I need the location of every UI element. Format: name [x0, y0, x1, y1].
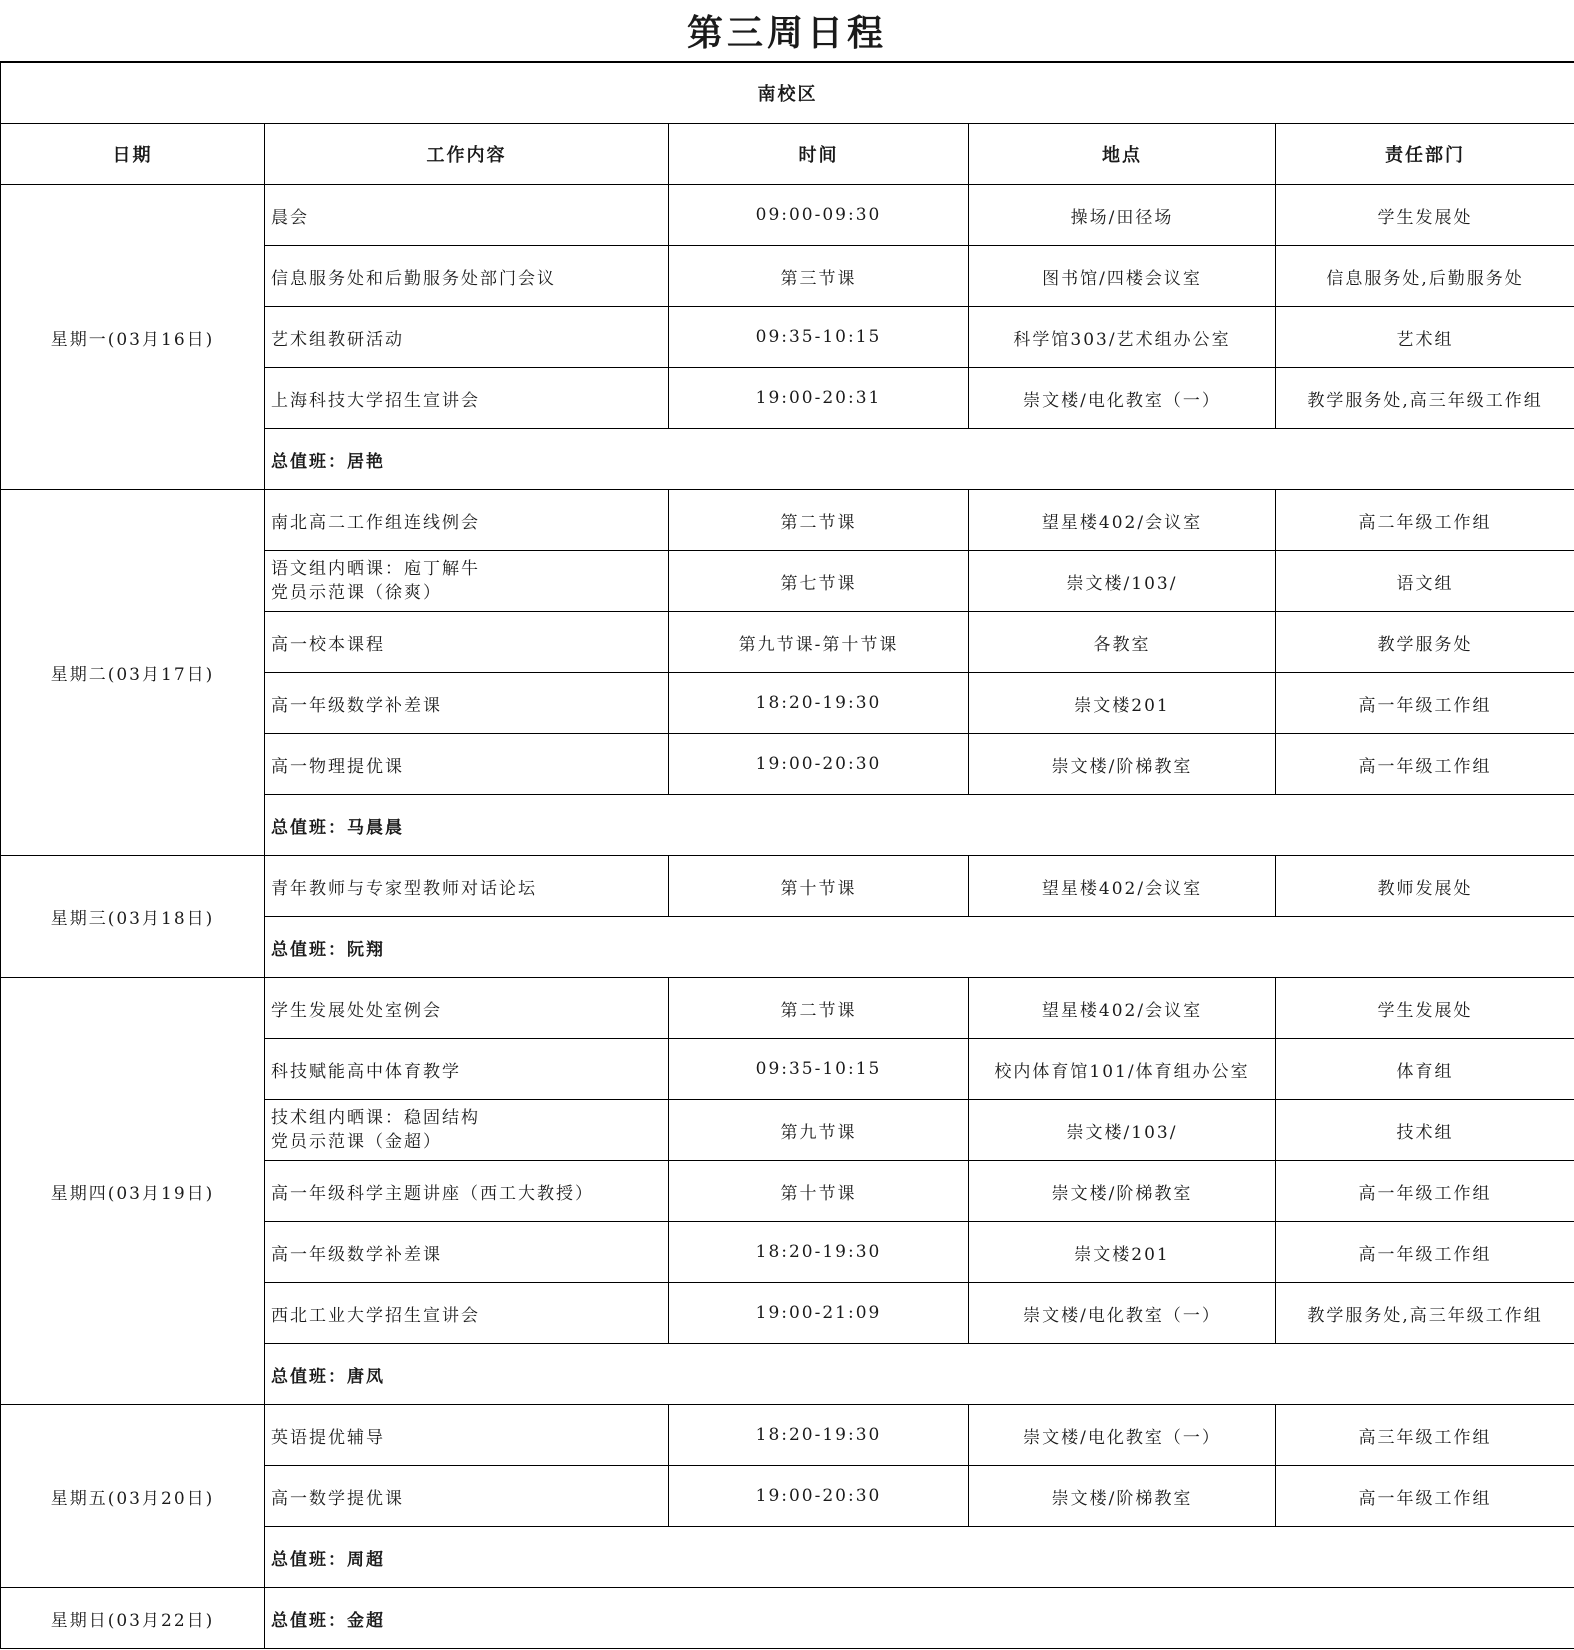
dept-cell: 高一年级工作组	[1276, 1222, 1574, 1283]
place-cell: 崇文楼/电化教室（一）	[969, 1283, 1276, 1344]
duty-cell	[265, 1588, 1574, 1649]
time-cell: 第二节课	[669, 490, 969, 551]
content-line: 语文组内晒课：庖丁解牛	[271, 559, 480, 579]
dept-cell: 教师发展处	[1276, 856, 1574, 917]
content-line: 党员示范课（徐爽）	[271, 583, 442, 603]
day-cell: 星期一(03月16日)	[1, 185, 265, 490]
time-cell: 第九节课	[669, 1100, 969, 1161]
column-header-time: 时间	[669, 124, 969, 185]
content-line: 高一校本课程	[271, 634, 385, 655]
content-line: 上海科技大学招生宣讲会	[271, 390, 480, 411]
time-cell: 第十节课	[669, 1161, 969, 1222]
place-cell: 科学馆303/艺术组办公室	[969, 307, 1276, 368]
place-cell: 崇文楼/阶梯教室	[969, 1466, 1276, 1527]
content-line: 南北高二工作组连线例会	[271, 512, 480, 533]
content-line: 西北工业大学招生宣讲会	[271, 1305, 480, 1326]
column-header-place: 地点	[969, 124, 1276, 185]
dept-cell: 高一年级工作组	[1276, 734, 1574, 795]
duty-row	[1, 1588, 1574, 1649]
place-cell: 崇文楼/103/	[969, 551, 1276, 612]
content-line: 学生发展处处室例会	[271, 1000, 442, 1021]
content-cell	[265, 1283, 669, 1344]
place-cell: 崇文楼/电化教室（一）	[969, 368, 1276, 429]
table-row	[1, 1405, 1574, 1466]
content-cell	[265, 1405, 669, 1466]
dept-cell: 高三年级工作组	[1276, 1405, 1574, 1466]
content-line: 高一数学提优课	[271, 1488, 404, 1509]
day-cell: 星期四(03月19日)	[1, 978, 265, 1405]
content-cell	[265, 734, 669, 795]
dept-cell: 教学服务处,高三年级工作组	[1276, 1283, 1574, 1344]
content-cell	[265, 551, 669, 612]
duty-name: 唐凤	[347, 1366, 385, 1387]
time-cell: 第七节课	[669, 551, 969, 612]
place-cell: 望星楼402/会议室	[969, 978, 1276, 1039]
duty-cell	[265, 917, 1574, 978]
column-header-content: 工作内容	[265, 124, 669, 185]
place-cell: 校内体育馆101/体育组办公室	[969, 1039, 1276, 1100]
dept-cell: 信息服务处,后勤服务处	[1276, 246, 1574, 307]
place-cell: 崇文楼/103/	[969, 1100, 1276, 1161]
time-cell: 09:00-09:30	[669, 185, 969, 246]
duty-prefix: 总值班：	[271, 1549, 347, 1570]
dept-cell: 高一年级工作组	[1276, 1161, 1574, 1222]
time-cell: 09:35-10:15	[669, 1039, 969, 1100]
campus-label: 南校区	[1, 63, 1574, 124]
content-cell	[265, 612, 669, 673]
column-header-dept: 责任部门	[1276, 124, 1574, 185]
content-cell	[265, 307, 669, 368]
place-cell: 崇文楼/阶梯教室	[969, 734, 1276, 795]
content-cell	[265, 1161, 669, 1222]
dept-cell: 语文组	[1276, 551, 1574, 612]
time-cell: 18:20-19:30	[669, 673, 969, 734]
place-cell: 崇文楼201	[969, 673, 1276, 734]
dept-cell: 学生发展处	[1276, 978, 1574, 1039]
page-title: 第三周日程	[0, 0, 1574, 62]
content-cell	[265, 185, 669, 246]
time-cell: 第二节课	[669, 978, 969, 1039]
time-cell: 19:00-20:31	[669, 368, 969, 429]
content-cell	[265, 978, 669, 1039]
content-cell	[265, 673, 669, 734]
time-cell: 19:00-20:30	[669, 734, 969, 795]
content-line: 青年教师与专家型教师对话论坛	[271, 878, 537, 899]
table-row	[1, 978, 1574, 1039]
duty-prefix: 总值班：	[271, 1366, 347, 1387]
duty-cell	[265, 1527, 1574, 1588]
dept-cell: 高二年级工作组	[1276, 490, 1574, 551]
dept-cell: 高一年级工作组	[1276, 1466, 1574, 1527]
time-cell: 19:00-20:30	[669, 1466, 969, 1527]
time-cell: 09:35-10:15	[669, 307, 969, 368]
content-cell	[265, 1222, 669, 1283]
time-cell: 第九节课-第十节课	[669, 612, 969, 673]
time-cell: 18:20-19:30	[669, 1405, 969, 1466]
content-cell	[265, 1039, 669, 1100]
table-row	[1, 856, 1574, 917]
content-line: 晨会	[271, 207, 309, 228]
content-cell	[265, 1100, 669, 1161]
content-line: 党员示范课（金超）	[271, 1132, 442, 1152]
dept-cell: 艺术组	[1276, 307, 1574, 368]
time-cell: 18:20-19:30	[669, 1222, 969, 1283]
content-cell	[265, 856, 669, 917]
content-cell	[265, 1466, 669, 1527]
dept-cell: 高一年级工作组	[1276, 673, 1574, 734]
time-cell: 第三节课	[669, 246, 969, 307]
place-cell: 望星楼402/会议室	[969, 856, 1276, 917]
day-cell: 星期三(03月18日)	[1, 856, 265, 978]
duty-cell	[265, 795, 1574, 856]
dept-cell: 学生发展处	[1276, 185, 1574, 246]
dept-cell: 教学服务处	[1276, 612, 1574, 673]
duty-name: 周超	[347, 1549, 385, 1570]
content-line: 高一物理提优课	[271, 756, 404, 777]
dept-cell: 体育组	[1276, 1039, 1574, 1100]
duty-prefix: 总值班：	[271, 1610, 347, 1631]
duty-prefix: 总值班：	[271, 939, 347, 960]
day-cell: 星期五(03月20日)	[1, 1405, 265, 1588]
content-line: 高一年级科学主题讲座（西工大教授）	[271, 1183, 594, 1204]
duty-name: 马晨晨	[347, 817, 404, 838]
content-cell	[265, 490, 669, 551]
campus-row	[1, 63, 1574, 124]
table-row	[1, 490, 1574, 551]
duty-name: 阮翔	[347, 939, 385, 960]
header-row	[1, 124, 1574, 185]
duty-name: 居艳	[347, 451, 385, 472]
content-cell	[265, 368, 669, 429]
content-line: 高一年级数学补差课	[271, 1244, 442, 1265]
dept-cell: 技术组	[1276, 1100, 1574, 1161]
content-line: 高一年级数学补差课	[271, 695, 442, 716]
place-cell: 望星楼402/会议室	[969, 490, 1276, 551]
place-cell: 崇文楼/阶梯教室	[969, 1161, 1276, 1222]
content-cell	[265, 246, 669, 307]
content-line: 科技赋能高中体育教学	[271, 1061, 461, 1082]
place-cell: 操场/田径场	[969, 185, 1276, 246]
place-cell: 各教室	[969, 612, 1276, 673]
content-line: 艺术组教研活动	[271, 329, 404, 350]
duty-cell	[265, 1344, 1574, 1405]
place-cell: 图书馆/四楼会议室	[969, 246, 1276, 307]
day-cell: 星期二(03月17日)	[1, 490, 265, 856]
day-cell: 星期日(03月22日)	[1, 1588, 265, 1649]
content-line: 信息服务处和后勤服务处部门会议	[271, 268, 556, 289]
time-cell: 19:00-21:09	[669, 1283, 969, 1344]
content-line: 技术组内晒课：稳固结构	[271, 1108, 480, 1128]
column-header-date: 日期	[1, 124, 265, 185]
place-cell: 崇文楼/电化教室（一）	[969, 1405, 1276, 1466]
time-cell: 第十节课	[669, 856, 969, 917]
table-row	[1, 185, 1574, 246]
duty-cell	[265, 429, 1574, 490]
duty-prefix: 总值班：	[271, 817, 347, 838]
duty-prefix: 总值班：	[271, 451, 347, 472]
schedule-table	[0, 62, 1574, 1649]
content-line: 英语提优辅导	[271, 1427, 385, 1448]
dept-cell: 教学服务处,高三年级工作组	[1276, 368, 1574, 429]
duty-name: 金超	[347, 1610, 385, 1631]
place-cell: 崇文楼201	[969, 1222, 1276, 1283]
